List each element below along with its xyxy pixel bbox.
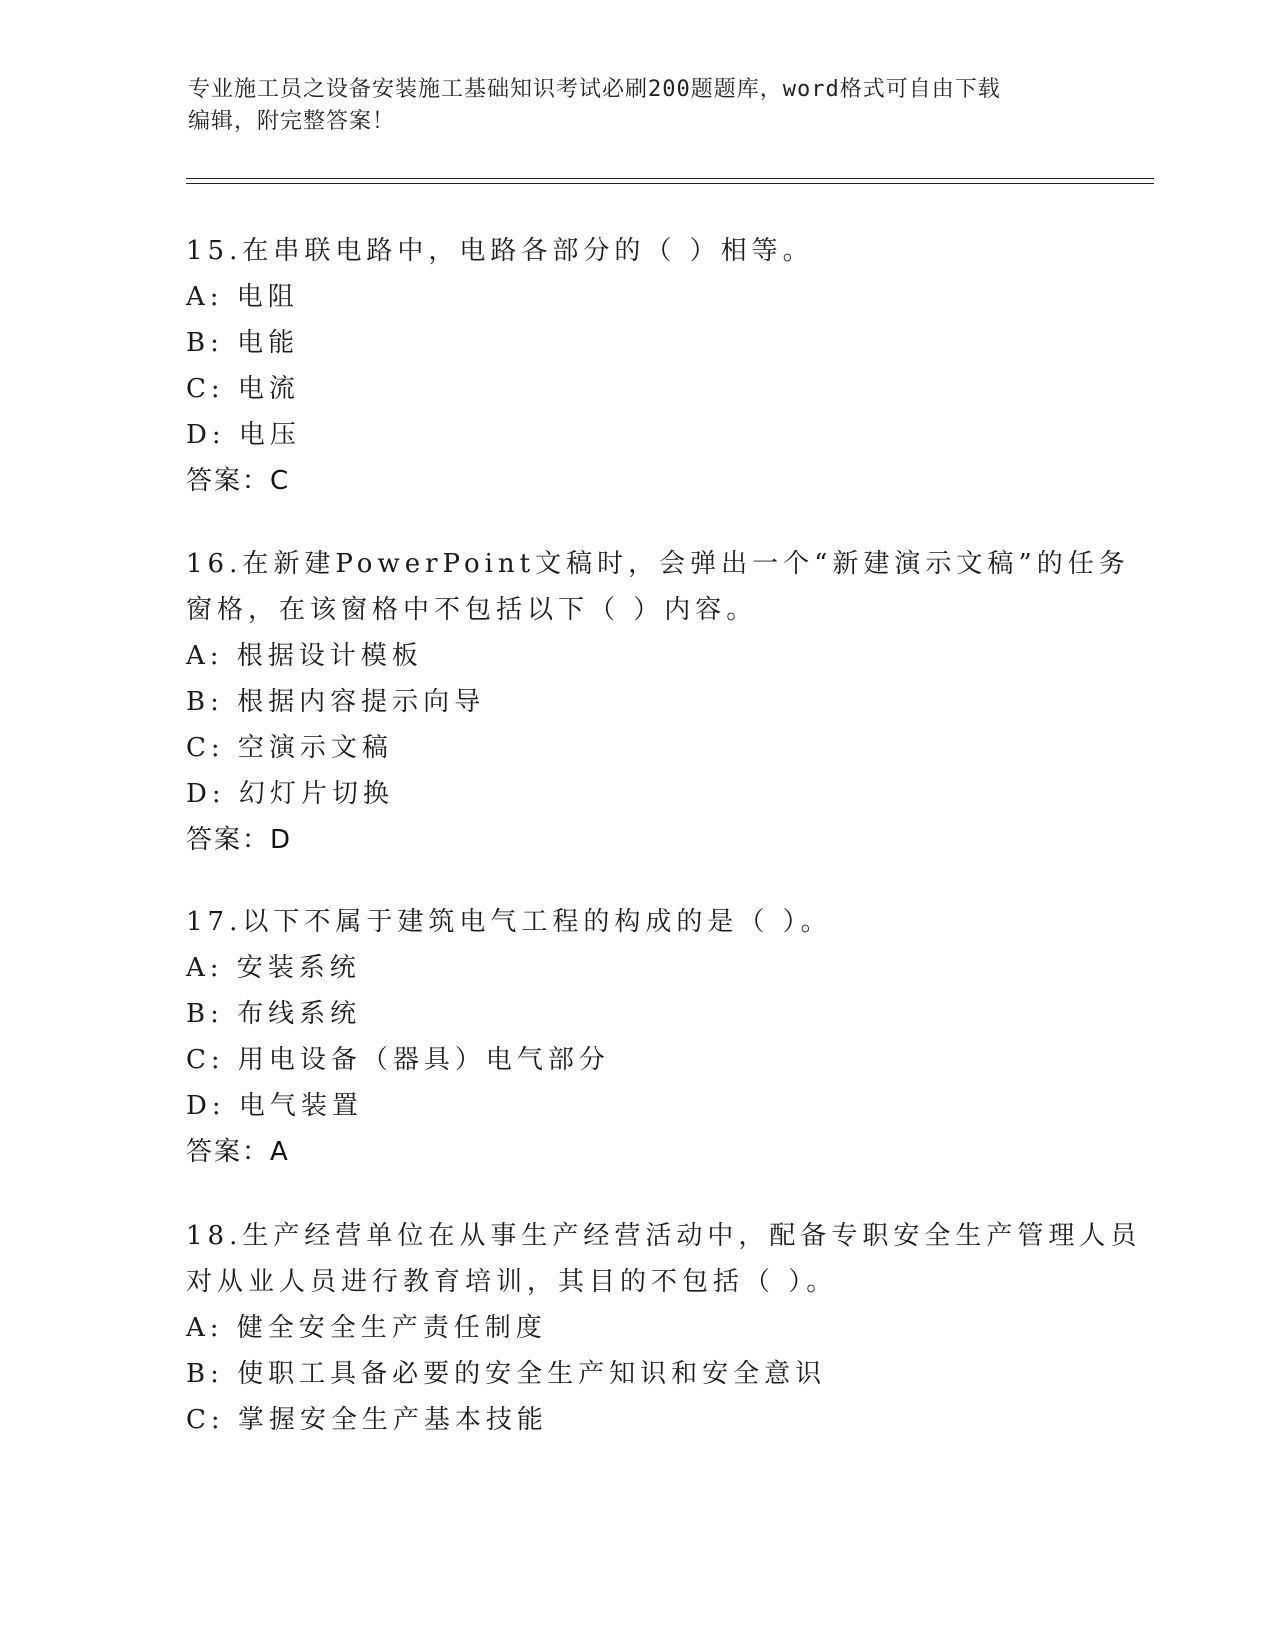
option-b: B: 根据内容提示向导 [186,687,486,717]
option-c: C: 掌握安全生产基本技能 [186,1405,548,1435]
answer: 答案：A [186,1137,290,1167]
option-d: D: 电气装置 [186,1091,363,1121]
question-18 [186,1213,1142,1443]
header-divider-top [186,178,1154,179]
question-stem: 17.以下不属于建筑电气工程的构成的是（ ）。 [186,907,832,937]
option-d: D: 幻灯片切换 [186,779,394,809]
option-d: D: 电压 [186,420,301,450]
option-a: A: 安装系统 [186,953,361,983]
question-stem-continued: 窗格，在该窗格中不包括以下（ ）内容。 [186,595,758,625]
question-stem: 16.在新建PowerPoint文稿时，会弹出一个“新建演示文稿”的任务 [186,549,1130,579]
header-line-2: 编辑，附完整答案！ [188,109,396,134]
option-a: A: 健全安全生产责任制度 [186,1313,547,1343]
option-b: B: 布线系统 [186,999,362,1029]
answer: 答案：D [186,825,293,855]
question-16 [186,541,1130,863]
header-line-1: 专业施工员之设备安装施工基础知识考试必刷200题题库，word格式可自由下载 [188,77,1001,102]
option-a: A: 电阻 [186,282,299,312]
question-17 [186,899,1086,1175]
option-c: C: 空演示文稿 [186,733,393,763]
question-stem: 15.在串联电路中，电路各部分的（ ）相等。 [186,236,814,266]
question-15 [186,228,1086,504]
question-stem: 18.生产经营单位在从事生产经营活动中，配备专职安全生产管理人员 [186,1221,1142,1251]
option-c: C: 电流 [186,374,300,404]
header-divider-bottom [186,183,1154,184]
option-b: B: 使职工具备必要的安全生产知识和安全意识 [186,1359,827,1389]
option-c: C: 用电设备（器具）电气部分 [186,1045,610,1075]
answer: 答案：C [186,466,291,496]
option-a: A: 根据设计模板 [186,641,423,671]
question-stem-continued: 对从业人员进行教育培训，其目的不包括（ ）。 [186,1267,838,1297]
option-b: B: 电能 [186,328,300,358]
document-header [188,74,1068,138]
